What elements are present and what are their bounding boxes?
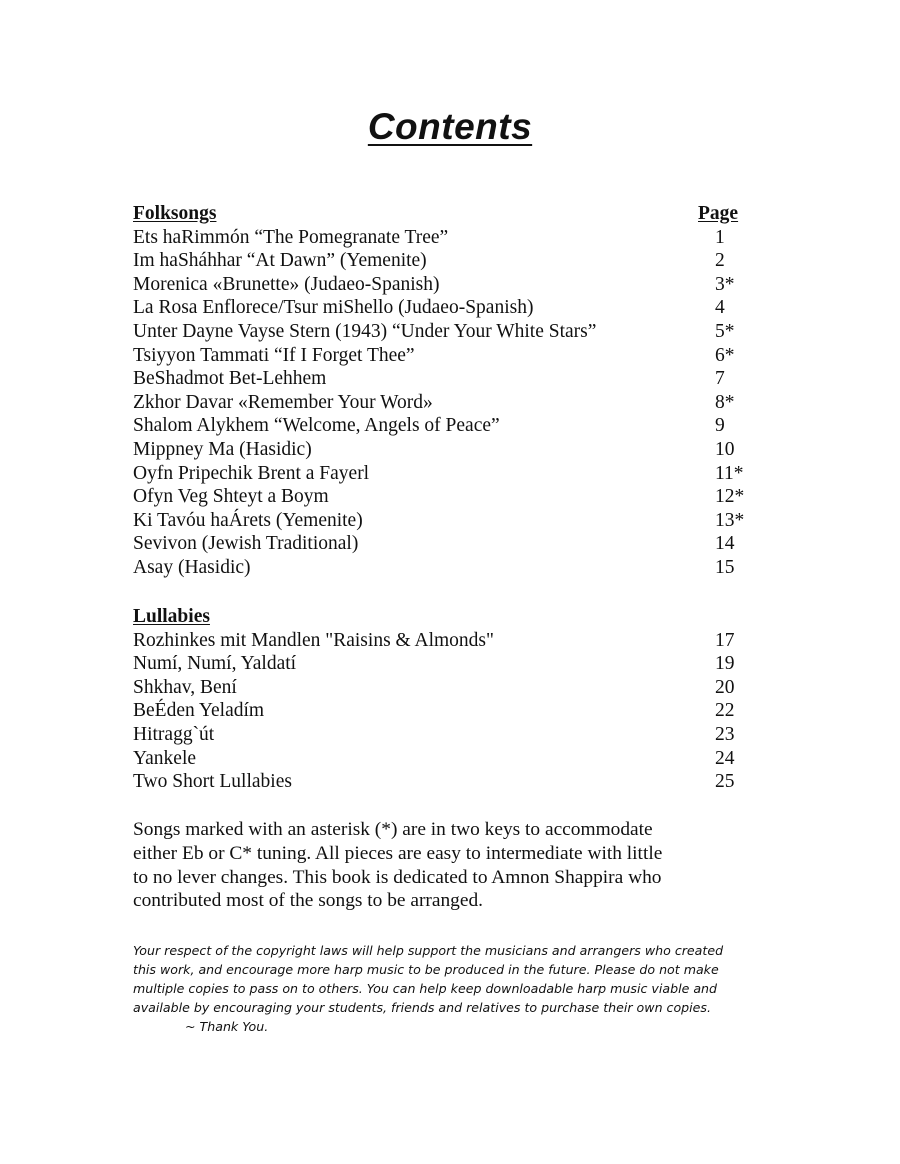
entry-title: BeÉden Yeladím: [133, 700, 265, 722]
page-title: Contents: [367, 106, 533, 147]
note-line: to no lever changes. This book is dedicated to Amnon Shappira who: [133, 866, 662, 888]
toc-entry: [133, 226, 747, 250]
entry-page: 6*: [715, 344, 735, 366]
note-line: either Eb or C* tuning. All pieces are easy to intermediate with little: [133, 842, 663, 864]
entry-title: Numí, Numí, Yaldatí: [133, 653, 297, 675]
lullabies-heading: Lullabies: [133, 606, 210, 627]
toc-entry: [133, 652, 747, 676]
toc-entry: [133, 532, 747, 556]
entry-title: Oyfn Pripechik Brent a Fayerl: [133, 462, 370, 484]
toc-entry: [133, 296, 747, 320]
entry-title: Hitragg`út: [133, 723, 215, 745]
entry-page: 3*: [715, 273, 735, 295]
lullabies-section: [133, 605, 747, 794]
toc-entry: [133, 485, 747, 509]
toc-entry: [133, 556, 747, 580]
entry-title: Shalom Alykhem “Welcome, Angels of Peace”: [133, 415, 500, 437]
copyright-line: this work, and encourage more harp music to be produced in the future. Please do not make: [133, 962, 719, 977]
entry-page: 24: [715, 747, 735, 769]
entry-title: Ofyn Veg Shteyt a Boym: [133, 486, 329, 508]
entry-title: Morenica «Brunette» (Judaeo-Spanish): [133, 273, 440, 295]
toc-entry: [133, 699, 747, 723]
toc-entry: [133, 320, 747, 344]
entry-page: 19: [715, 653, 735, 675]
toc-entry: [133, 770, 747, 794]
lullabies-header-row: [133, 605, 747, 629]
entry-page: 10: [715, 438, 735, 460]
copyright-notice: [133, 941, 793, 1036]
entry-page: 25: [715, 771, 735, 793]
copyright-line: Your respect of the copyright laws will help support the musicians and arrangers who created: [133, 943, 724, 958]
entry-title: BeShadmot Bet-Lehhem: [133, 368, 327, 390]
entry-title: Two Short Lullabies: [133, 771, 292, 793]
entry-page: 17: [715, 629, 735, 651]
entry-title: Sevivon (Jewish Traditional): [133, 533, 359, 555]
note-line: contributed most of the songs to be arranged.: [133, 890, 484, 912]
entry-page: 12*: [715, 486, 745, 508]
entry-page: 5*: [715, 320, 735, 342]
entry-title: Shkhav, Bení: [133, 676, 237, 698]
entry-title: Mippney Ma (Hasidic): [133, 438, 312, 460]
toc-entry: [133, 629, 747, 653]
entry-page: 20: [715, 676, 735, 698]
entry-page: 13*: [715, 509, 745, 531]
entry-title: Tsiyyon Tammati “If I Forget Thee”: [133, 344, 415, 366]
entry-page: 11*: [715, 462, 744, 484]
entry-page: 4: [715, 297, 725, 319]
entry-title: Ets haRimmón “The Pomegranate Tree”: [133, 226, 449, 248]
toc-entry: [133, 509, 747, 533]
entry-page: 22: [715, 700, 735, 722]
entry-title: Ki Tavóu haÁrets (Yemenite): [133, 509, 363, 531]
entry-title: Zkhor Davar «Remember Your Word»: [133, 391, 433, 413]
entry-page: 2: [715, 250, 725, 272]
toc-entry: [133, 367, 747, 391]
entry-page: 1: [715, 226, 725, 248]
entry-page: 7: [715, 368, 725, 390]
toc-entry: [133, 391, 747, 415]
entry-title: La Rosa Enflorece/Tsur miShello (Judaeo-Spanish): [133, 297, 534, 319]
asterisk-note: [133, 818, 783, 913]
thank-you-text: ~ Thank You.: [185, 1019, 269, 1034]
entry-page: 14: [715, 533, 735, 555]
entry-title: Rozhinkes mit Mandlen "Raisins & Almonds": [133, 629, 494, 651]
folksongs-heading: Folksongs: [133, 203, 217, 224]
toc-entry: [133, 747, 747, 771]
folksongs-header-row: [133, 202, 747, 226]
entry-page: 9: [715, 415, 725, 437]
copyright-line: multiple copies to pass on to others. You can help keep downloadable harp music viable and: [133, 981, 718, 996]
entry-page: 8*: [715, 391, 735, 413]
toc-entry: [133, 723, 747, 747]
toc-entry: [133, 676, 747, 700]
entry-title: Im haSháhhar “At Dawn” (Yemenite): [133, 250, 427, 272]
toc-entry: [133, 438, 747, 462]
entry-page: 23: [715, 723, 735, 745]
entry-title: Unter Dayne Vayse Stern (1943) “Under Your White Stars”: [133, 320, 597, 342]
toc-entry: [133, 273, 747, 297]
entry-title: Asay (Hasidic): [133, 556, 251, 578]
copyright-line: available by encouraging your students, friends and relatives to purchase their own copies.: [133, 1000, 711, 1015]
entry-page: 15: [715, 556, 735, 578]
folksongs-section: [133, 202, 747, 580]
entry-title: Yankele: [133, 747, 197, 769]
page-column-heading: Page: [698, 203, 739, 224]
toc-entry: [133, 344, 747, 368]
toc-entry: [133, 249, 747, 273]
toc-entry: [133, 414, 747, 438]
toc-entry: [133, 462, 747, 486]
note-line: Songs marked with an asterisk (*) are in two keys to accommodate: [133, 819, 653, 840]
